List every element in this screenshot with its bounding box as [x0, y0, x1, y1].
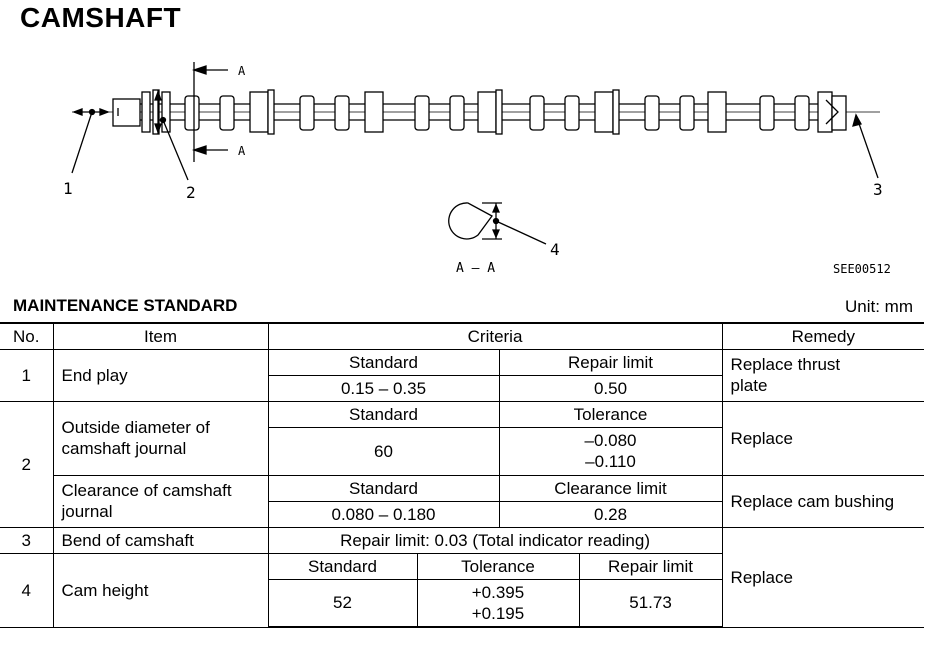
row2a-standard-value: 60	[268, 427, 499, 475]
row3-4-remedy: Replace	[722, 527, 924, 627]
row4-limit-value: 51.73	[579, 579, 722, 627]
row1-item: End play	[53, 349, 268, 401]
row2b-limit-value: 0.28	[499, 501, 722, 527]
camshaft-diagram	[0, 40, 949, 280]
header-no: No.	[0, 323, 53, 349]
maintenance-table	[0, 322, 924, 628]
row4-standard-value: 52	[268, 579, 417, 627]
row2a-tolerance-header: Tolerance	[499, 401, 722, 427]
table-row	[0, 475, 924, 501]
row2a-tolerance-value: –0.080 –0.110	[499, 427, 722, 475]
table-row	[0, 349, 924, 375]
row2a-remedy: Replace	[722, 401, 924, 475]
maintenance-standard-title: MAINTENANCE STANDARD	[13, 296, 238, 315]
row4-standard-header: Standard	[268, 553, 417, 579]
row4-limit-header: Repair limit	[579, 553, 722, 579]
unit-label: Unit: mm	[845, 297, 913, 316]
figure-code: SEE00512	[833, 262, 891, 276]
callout-1: 1	[63, 179, 73, 198]
row4-tolerance-header: Tolerance	[417, 553, 579, 579]
row1-limit-header: Repair limit	[499, 349, 722, 375]
row3-criteria: Repair limit: 0.03 (Total indicator reading)	[268, 527, 722, 553]
row2b-item: Clearance of camshaft journal	[53, 475, 268, 527]
row1-standard-header: Standard	[268, 349, 499, 375]
row1-remedy: Replace thrust plate	[722, 349, 924, 401]
table-header-row	[0, 323, 924, 349]
callout-3: 3	[873, 180, 883, 199]
row2a-item: Outside diameter of camshaft journal	[53, 401, 268, 475]
section-mark-lower: A	[238, 144, 246, 158]
row4-tolerance-value: +0.395 +0.195	[417, 579, 579, 627]
callout-4: 4	[550, 240, 560, 259]
row2b-remedy: Replace cam bushing	[722, 475, 924, 527]
table-row	[0, 527, 924, 553]
row4-no: 4	[0, 553, 53, 627]
section-label: A – A	[456, 261, 496, 276]
page-title: CAMSHAFT	[20, 2, 182, 33]
table-row	[0, 401, 924, 427]
row1-standard-value: 0.15 – 0.35	[268, 375, 499, 401]
header-criteria: Criteria	[268, 323, 722, 349]
row3-item: Bend of camshaft	[53, 527, 268, 553]
row1-limit-value: 0.50	[499, 375, 722, 401]
row2-no: 2	[0, 401, 53, 527]
callout-2: 2	[186, 183, 196, 202]
section-mark-upper: A	[238, 64, 246, 78]
row3-no: 3	[0, 527, 53, 553]
row2b-standard-header: Standard	[268, 475, 499, 501]
row4-item: Cam height	[53, 553, 268, 627]
row2b-standard-value: 0.080 – 0.180	[268, 501, 499, 527]
row2a-standard-header: Standard	[268, 401, 499, 427]
row1-no: 1	[0, 349, 53, 401]
header-remedy: Remedy	[722, 323, 924, 349]
header-item: Item	[53, 323, 268, 349]
row2b-limit-header: Clearance limit	[499, 475, 722, 501]
